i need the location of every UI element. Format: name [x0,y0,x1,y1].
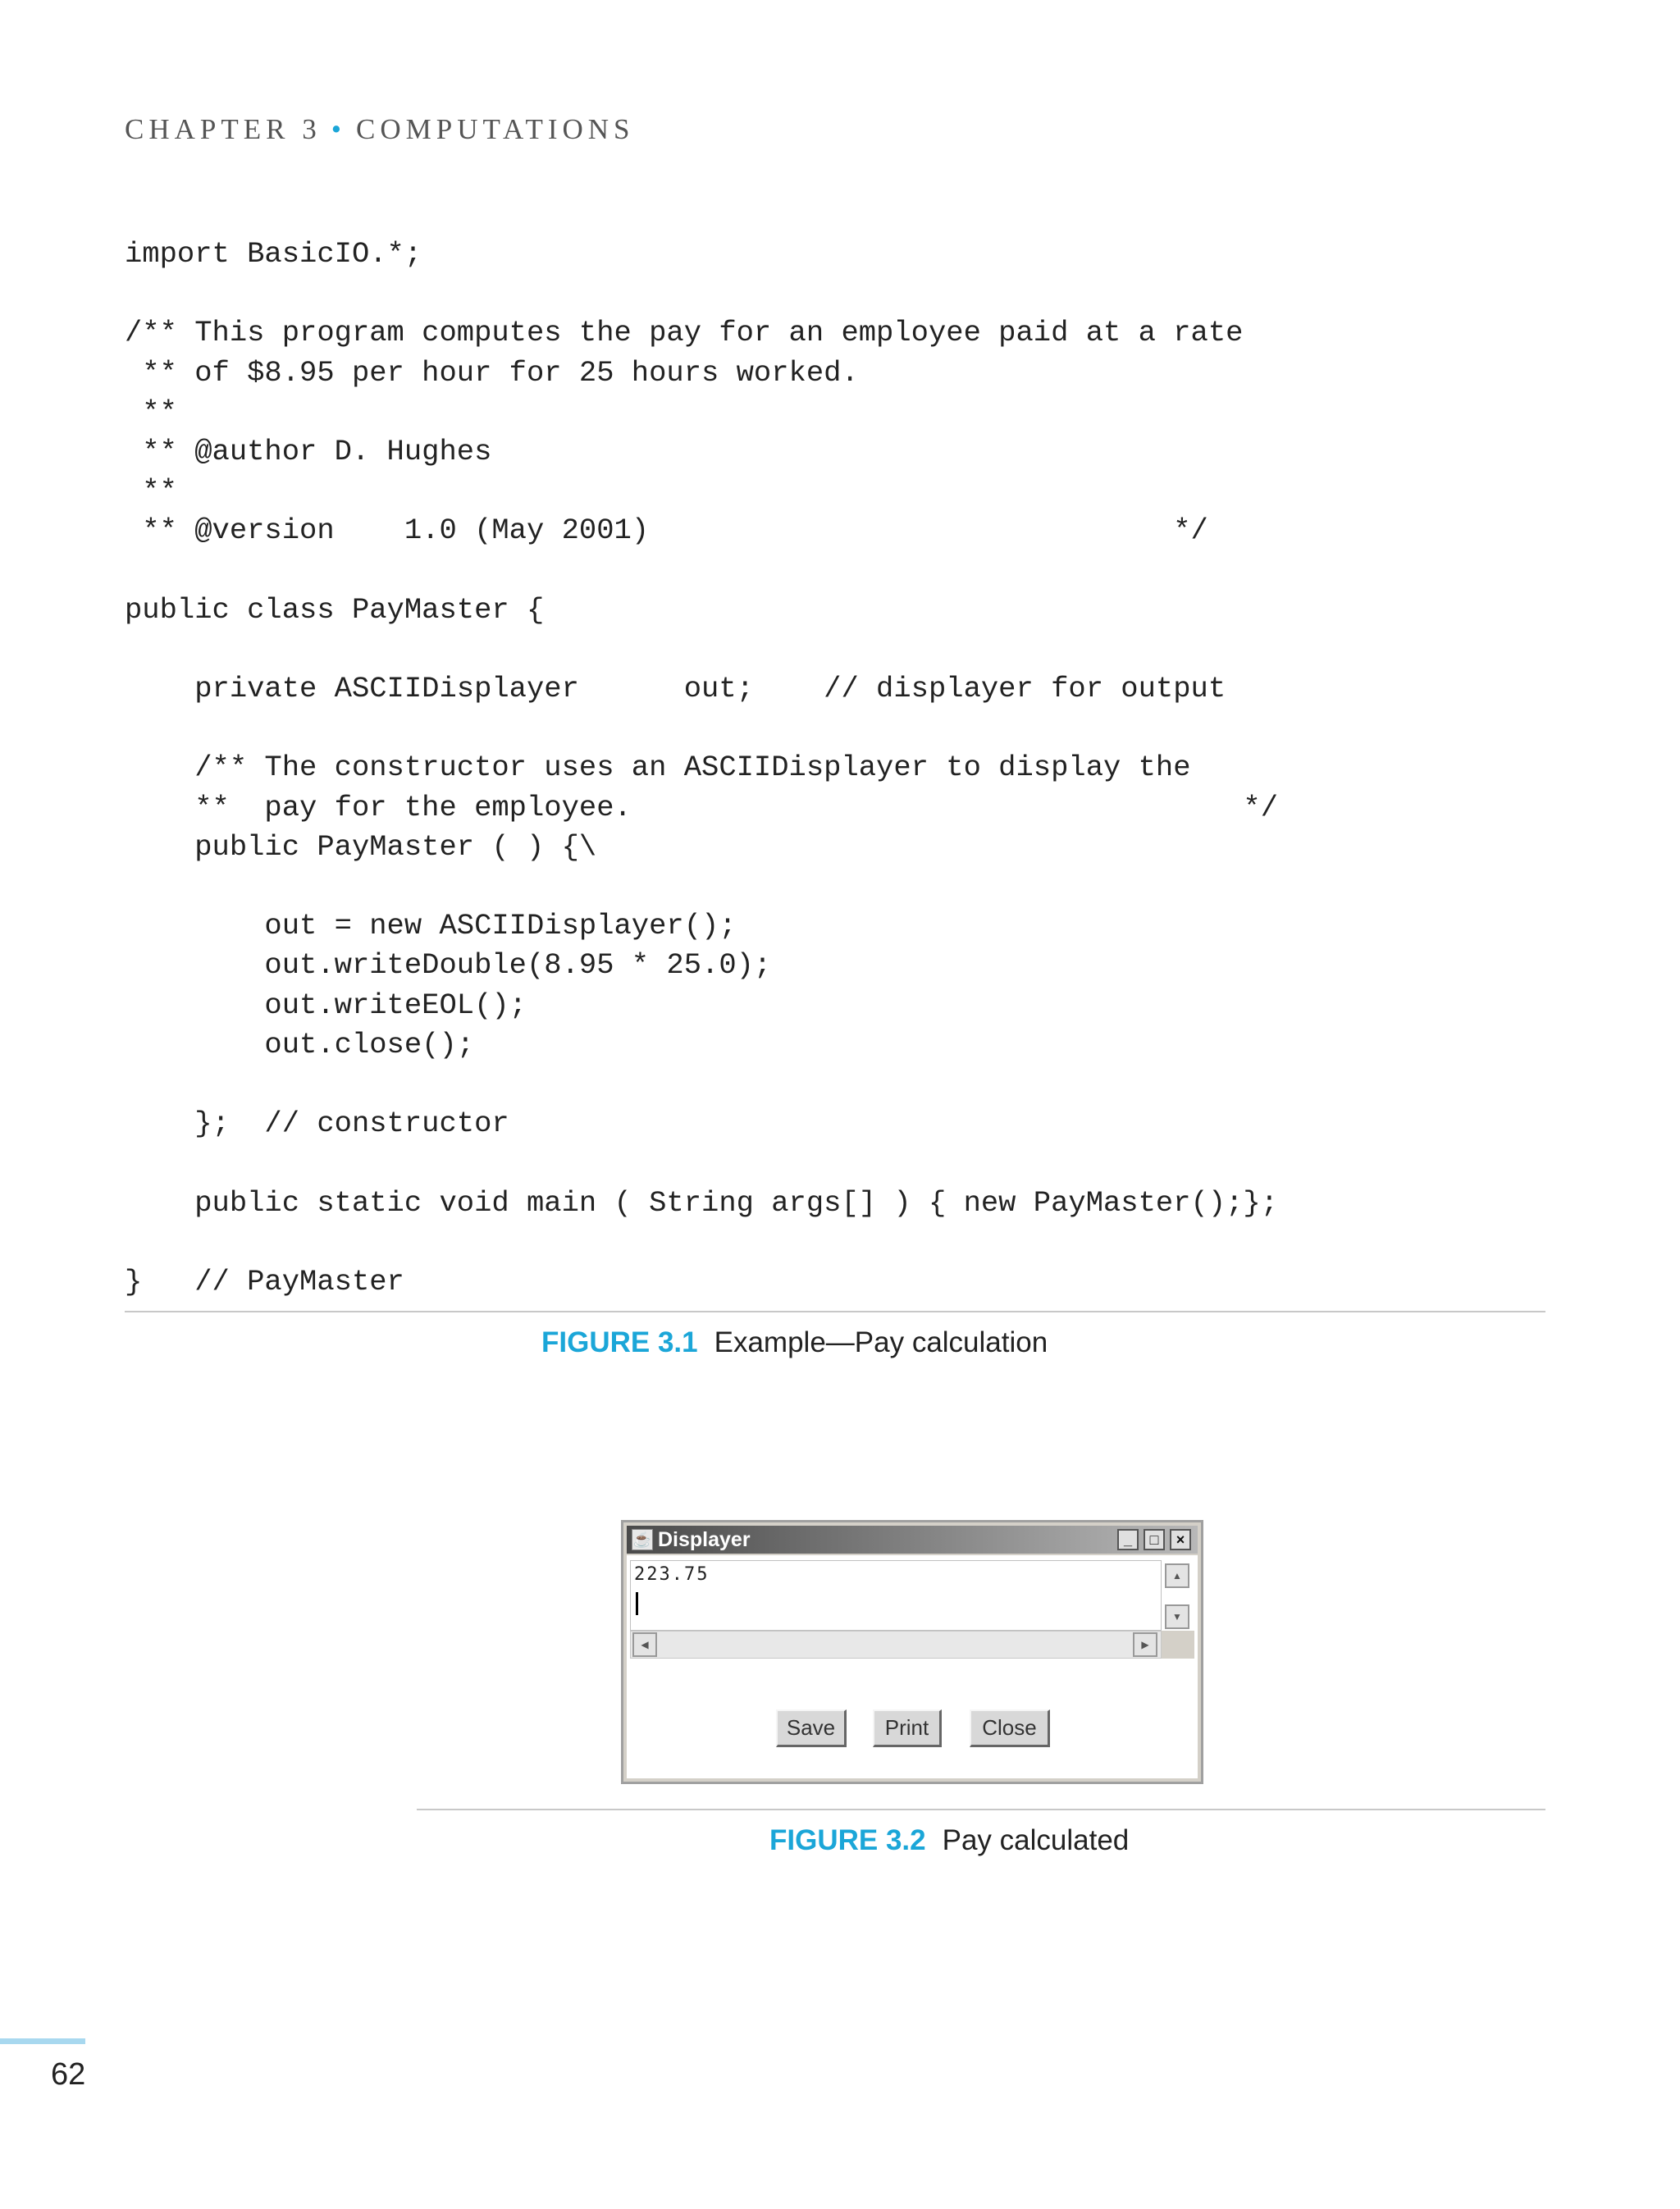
save-button[interactable]: Save [776,1709,847,1747]
window-client-area [627,1555,1198,1778]
figure-2-caption [769,1824,1129,1857]
code-line: ** pay for the employee. */ [125,790,1279,824]
text-caret [636,1592,638,1615]
code-listing [125,235,1278,1302]
output-value: 223.75 [634,1564,710,1585]
java-cup-icon: ☕ [632,1529,653,1550]
scroll-down-icon[interactable]: ▼ [1165,1604,1189,1629]
separator-dot: • [331,113,346,145]
window-title: Displayer [658,1528,751,1551]
code-line [125,709,1278,748]
code-line: ** [125,474,177,509]
code-line: }; // constructor [125,1107,509,1141]
figure-1-caption [541,1326,1048,1359]
maximize-icon[interactable]: □ [1144,1529,1165,1550]
figure-2-rule [417,1809,1545,1810]
code-line: import BasicIO.*; [125,237,422,271]
vertical-scrollbar[interactable] [1162,1560,1194,1631]
code-line: ** @version 1.0 (May 2001) */ [125,513,1208,548]
chapter-title: COMPUTATIONS [355,113,635,145]
code-line: } // PayMaster [125,1264,404,1298]
code-line: ** @author D. Hughes [125,434,492,468]
figure-2-number: FIGURE 3.2 [769,1824,926,1856]
running-head [125,113,635,146]
code-line: private ASCIIDisplayer out; // displayer for output [125,672,1226,706]
code-line: public PayMaster ( ) {\ [125,829,597,864]
code-line: public static void main ( String args[] ) { new PayMaster();}; [125,1185,1279,1220]
scrollbar-corner [1162,1631,1194,1659]
close-icon[interactable]: × [1170,1529,1191,1550]
code-line: out.close(); [125,1027,475,1061]
code-line [125,1223,1278,1262]
figure-1-rule [125,1311,1545,1312]
scroll-right-icon[interactable]: ▶ [1133,1632,1157,1657]
scroll-up-icon[interactable]: ▲ [1165,1563,1189,1588]
chapter-label: CHAPTER 3 [125,113,322,145]
code-line [125,867,1278,906]
figure-1-title: Example—Pay calculation [714,1326,1048,1358]
code-line: out.writeEOL(); [125,988,527,1022]
figure-2-title: Pay calculated [942,1824,1130,1856]
code-line: out.writeDouble(8.95 * 25.0); [125,948,772,983]
output-text-area[interactable] [630,1560,1162,1631]
code-line: /** This program computes the pay for an employee paid at a rate [125,316,1244,350]
figure-1-number: FIGURE 3.1 [541,1326,698,1358]
code-line: out = new ASCIIDisplayer(); [125,909,737,943]
page-number-bar [0,2038,85,2044]
code-line [125,551,1278,591]
code-line: /** The constructor uses an ASCIIDisplayer to display the [125,751,1191,785]
code-line [125,1143,1278,1183]
horizontal-scrollbar[interactable] [630,1631,1162,1659]
minimize-icon[interactable]: _ [1117,1529,1139,1550]
displayer-window [621,1520,1203,1784]
scroll-left-icon[interactable]: ◀ [632,1632,657,1657]
code-line [125,1065,1278,1104]
close-button[interactable]: Close [970,1709,1050,1747]
code-line: ** of $8.95 per hour for 25 hours worked. [125,355,859,390]
page-number: 62 [51,2057,86,2092]
print-button[interactable]: Print [873,1709,942,1747]
code-line: public class PayMaster { [125,592,545,627]
code-line [125,274,1278,313]
code-line: ** [125,395,177,429]
code-line [125,630,1278,669]
title-bar[interactable] [627,1526,1198,1554]
